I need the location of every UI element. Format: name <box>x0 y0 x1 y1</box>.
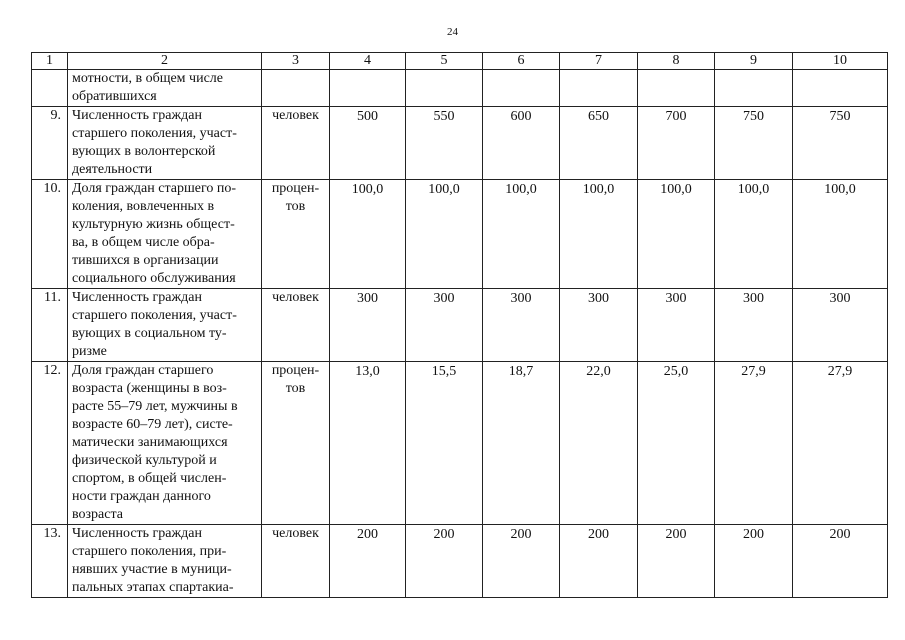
value-cell <box>638 70 715 107</box>
value-cell: 650 <box>560 107 638 180</box>
value-cell: 750 <box>793 107 888 180</box>
indicator-name-line: обратившихся <box>72 89 157 104</box>
value-cell: 200 <box>715 525 793 598</box>
unit-cell <box>262 289 330 362</box>
indicator-name-line: старшего поколения, участ- <box>72 126 237 141</box>
value-cell <box>483 70 560 107</box>
column-number-cell: 9 <box>715 53 793 70</box>
value-cell: 18,7 <box>483 362 560 525</box>
value-cell: 300 <box>793 289 888 362</box>
value-cell: 13,0 <box>330 362 406 525</box>
value-cell: 300 <box>330 289 406 362</box>
indicator-name-line: социального обслуживания <box>72 271 236 286</box>
value-cell: 300 <box>638 289 715 362</box>
column-number-cell: 1 <box>32 53 68 70</box>
column-number-cell: 3 <box>262 53 330 70</box>
value-cell <box>715 70 793 107</box>
page-number: 24 <box>447 26 458 38</box>
unit-cell <box>262 362 330 525</box>
value-cell: 100,0 <box>560 180 638 289</box>
row-number-cell: 11. <box>32 289 68 362</box>
value-cell: 200 <box>406 525 483 598</box>
value-cell <box>560 70 638 107</box>
indicator-name-cell <box>68 525 262 598</box>
value-cell: 500 <box>330 107 406 180</box>
table-row <box>32 107 888 180</box>
column-number-cell: 5 <box>406 53 483 70</box>
unit-line: тов <box>285 381 306 396</box>
column-number-cell: 8 <box>638 53 715 70</box>
indicator-name-line: тившихся в организации <box>72 253 219 268</box>
value-cell: 200 <box>638 525 715 598</box>
indicator-name-line: ризме <box>72 344 107 359</box>
indicator-name-line: матически занимающихся <box>72 435 228 450</box>
indicator-name-line: возраста <box>72 507 123 522</box>
table-row <box>32 525 888 598</box>
row-number-cell <box>32 70 68 107</box>
indicator-name-line: расте 55–79 лет, мужчины в <box>72 399 238 414</box>
indicator-name-cell <box>68 107 262 180</box>
indicator-name-line: Численность граждан <box>72 108 203 123</box>
indicator-name-line: пальных этапах спартакиа- <box>72 580 234 595</box>
unit-cell <box>262 107 330 180</box>
row-number-cell: 10. <box>32 180 68 289</box>
column-number-cell: 10 <box>793 53 888 70</box>
indicator-name-line: старшего поколения, участ- <box>72 308 237 323</box>
table-body <box>32 53 888 598</box>
value-cell: 100,0 <box>638 180 715 289</box>
unit-line: человек <box>272 108 319 123</box>
row-number-cell: 13. <box>32 525 68 598</box>
indicator-name-line: возраста (женщины в воз- <box>72 381 227 396</box>
value-cell: 200 <box>483 525 560 598</box>
value-cell: 700 <box>638 107 715 180</box>
value-cell: 750 <box>715 107 793 180</box>
unit-line: процен- <box>271 181 320 196</box>
unit-line: человек <box>272 526 319 541</box>
unit-line: человек <box>272 290 319 305</box>
value-cell: 200 <box>793 525 888 598</box>
indicator-name-cell <box>68 180 262 289</box>
indicators-table <box>31 52 888 598</box>
value-cell: 600 <box>483 107 560 180</box>
column-number-cell: 7 <box>560 53 638 70</box>
value-cell: 200 <box>560 525 638 598</box>
indicator-name-line: спортом, в общей числен- <box>72 471 227 486</box>
value-cell <box>793 70 888 107</box>
value-cell: 200 <box>330 525 406 598</box>
value-cell: 27,9 <box>793 362 888 525</box>
row-number-cell: 12. <box>32 362 68 525</box>
table-row <box>32 180 888 289</box>
row-number-cell: 9. <box>32 107 68 180</box>
value-cell: 300 <box>483 289 560 362</box>
value-cell: 550 <box>406 107 483 180</box>
unit-cell <box>262 70 330 107</box>
indicator-name-line: культурную жизнь общест- <box>72 217 235 232</box>
value-cell: 100,0 <box>406 180 483 289</box>
unit-line: процен- <box>271 363 320 378</box>
value-cell: 15,5 <box>406 362 483 525</box>
indicator-name-line: деятельности <box>72 162 153 177</box>
value-cell <box>330 70 406 107</box>
indicator-name-cell <box>68 289 262 362</box>
column-number-row <box>32 53 888 70</box>
indicator-name-line: Численность граждан <box>72 526 203 541</box>
value-cell: 100,0 <box>330 180 406 289</box>
indicator-name-line: Доля граждан старшего <box>72 363 214 378</box>
indicator-name-cell <box>68 70 262 107</box>
indicator-name-line: ва, в общем числе обра- <box>72 235 215 250</box>
value-cell: 100,0 <box>715 180 793 289</box>
indicator-name-line: вующих в социальном ту- <box>72 326 227 341</box>
value-cell <box>406 70 483 107</box>
indicator-name-line: Доля граждан старшего по- <box>72 181 237 196</box>
indicator-name-line: ности граждан данного <box>72 489 211 504</box>
indicator-name-line: физической культурой и <box>72 453 217 468</box>
table-row <box>32 362 888 525</box>
value-cell: 25,0 <box>638 362 715 525</box>
value-cell: 300 <box>560 289 638 362</box>
indicator-name-line: нявших участие в муници- <box>72 562 232 577</box>
value-cell: 22,0 <box>560 362 638 525</box>
value-cell: 300 <box>715 289 793 362</box>
indicator-name-cell <box>68 362 262 525</box>
value-cell: 100,0 <box>483 180 560 289</box>
indicator-name-line: мотности, в общем числе <box>72 71 223 86</box>
value-cell: 100,0 <box>793 180 888 289</box>
column-number-cell: 4 <box>330 53 406 70</box>
indicator-name-line: возрасте 60–79 лет), систе- <box>72 417 233 432</box>
table-row <box>32 289 888 362</box>
table-row <box>32 70 888 107</box>
indicator-name-line: Численность граждан <box>72 290 203 305</box>
indicator-name-line: вующих в волонтерской <box>72 144 216 159</box>
indicator-name-line: коления, вовлеченных в <box>72 199 215 214</box>
unit-cell <box>262 180 330 289</box>
indicator-name-line: старшего поколения, при- <box>72 544 227 559</box>
unit-line: тов <box>285 199 306 214</box>
value-cell: 300 <box>406 289 483 362</box>
column-number-cell: 2 <box>68 53 262 70</box>
unit-cell <box>262 525 330 598</box>
value-cell: 27,9 <box>715 362 793 525</box>
column-number-cell: 6 <box>483 53 560 70</box>
